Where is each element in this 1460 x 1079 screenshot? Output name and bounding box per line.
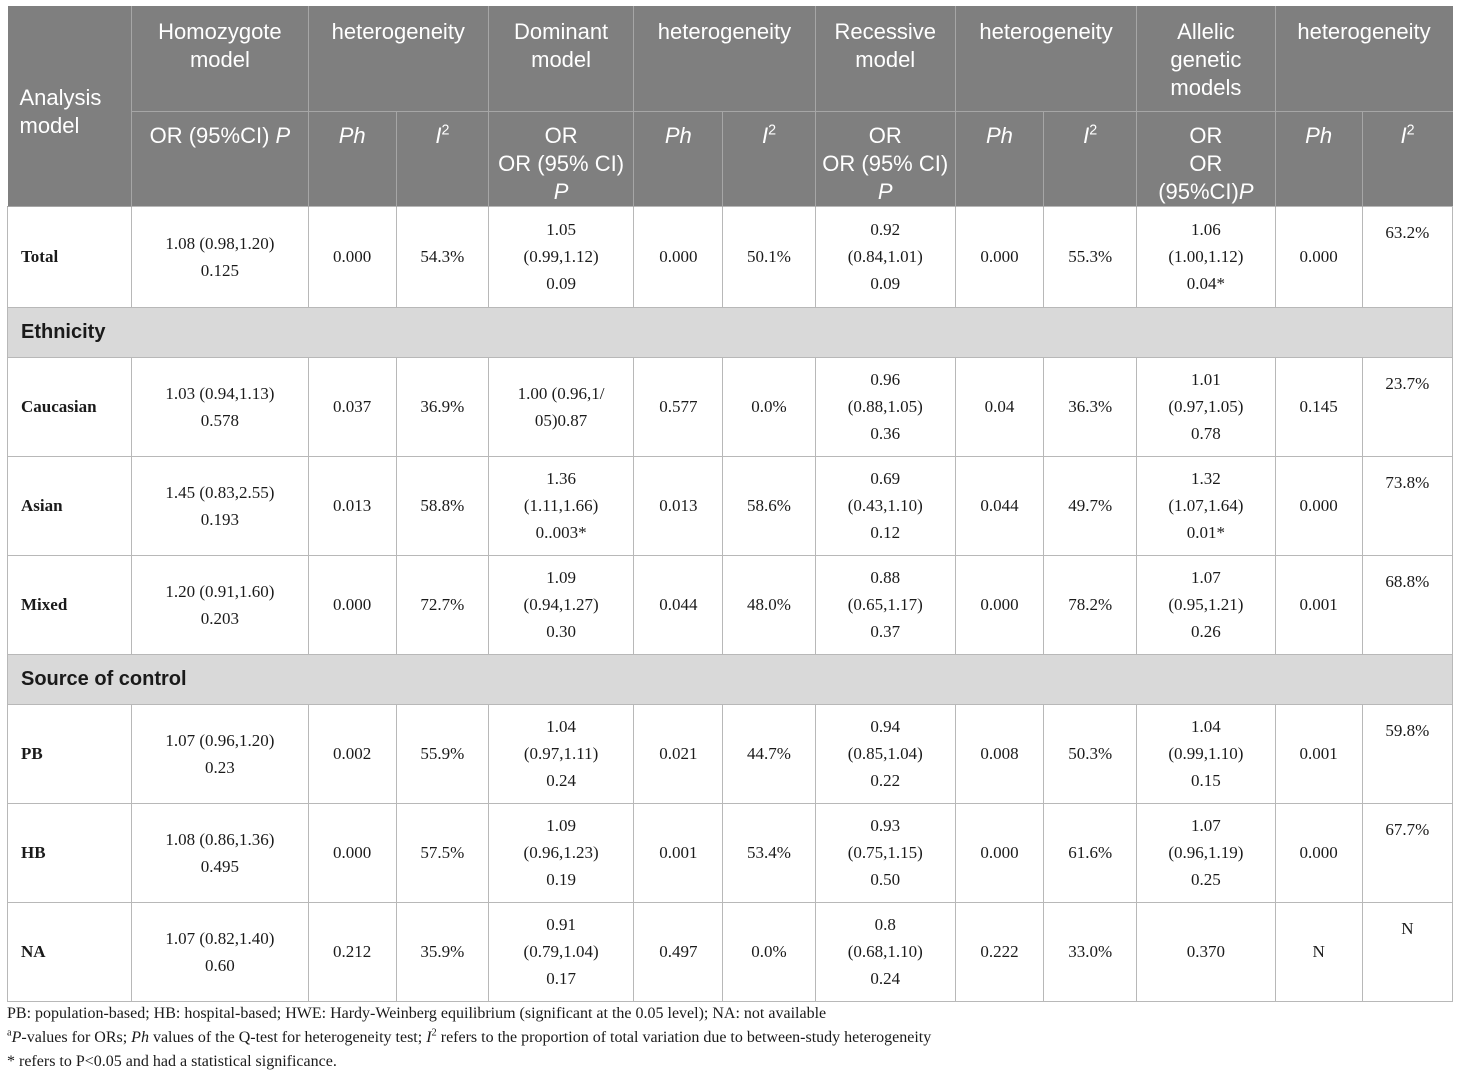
allelic-ph: 0.001 [1275,704,1362,803]
dominant-i2: 44.7% [723,704,815,803]
recessive-or-line: 0.12 [870,523,901,542]
allelic-or [1137,206,1275,307]
homozygote-or-line: 1.08 (0.98,1.20) [165,233,275,253]
homozygote-i2: 58.8% [396,456,488,555]
row-label: Total [8,206,132,307]
homozygote-or-line: 1.08 (0.86,1.36) [165,829,275,849]
recessive-i2: 50.3% [1044,704,1137,803]
dominant-or [488,456,633,555]
i2-header: $I^2$ [1362,111,1452,206]
table-footnotes [7,1002,1453,1074]
homozygote-or-line: 1.45 (0.83,2.55) [165,482,275,502]
dominant-i2: 48.0% [723,555,815,654]
table-row [8,902,1453,1001]
allelic-or-line: 1.01 [1191,370,1221,389]
recessive-i2: 61.6% [1044,803,1137,902]
analysis-model-header: Analysis model [8,6,132,206]
ph-header: Ph [1275,111,1362,206]
allelic-model-header: Allelic genetic models [1137,6,1275,111]
allelic-ph: 0.000 [1275,206,1362,307]
dominant-ph: 0.044 [634,555,723,654]
recessive-or-line: 0.69 [870,469,901,488]
homozygote-or-line: 1.03 (0.94,1.13) [165,383,275,403]
heterogeneity-header: heterogeneity [634,6,815,111]
row-label: NA [8,902,132,1001]
allelic-or-line: 1.32 [1191,469,1221,488]
homozygote-i2: 55.9% [396,704,488,803]
homozygote-model-header: Homozygote model [132,6,308,111]
allelic-or-line: 0.370 [1186,942,1225,961]
heterogeneity-header: heterogeneity [1275,6,1452,111]
allelic-ph: 0.001 [1275,555,1362,654]
recessive-or-line: 0.50 [870,870,901,889]
row-label: Mixed [8,555,132,654]
dominant-or-line: 1.04 [546,717,576,736]
group-label: Source of control [8,654,1453,704]
recessive-or [815,704,955,803]
allelic-or [1137,704,1275,803]
dominant-or-line: 0.19 [546,870,576,889]
recessive-i2: 33.0% [1044,902,1137,1001]
recessive-i2: 55.3% [1044,206,1137,307]
recessive-or-line: 0.93 [870,816,901,835]
homozygote-i2: 36.9% [396,357,488,456]
allelic-or-line: 0.25 [1191,870,1221,889]
dominant-or [488,357,633,456]
dominant-ph: 0.001 [634,803,723,902]
homozygote-or [132,555,308,654]
table-row [8,456,1453,555]
recessive-i2: 78.2% [1044,555,1137,654]
dominant-or-line: 05)0.87 [534,410,588,430]
allelic-ph: 0.145 [1275,357,1362,456]
recessive-or-line: 0.24 [870,969,901,988]
allelic-i2: 59.8% [1362,704,1452,803]
row-label: Asian [8,456,132,555]
ph-header: Ph [308,111,396,206]
row-label: Caucasian [8,357,132,456]
recessive-or-line: (0.88,1.05) [847,397,923,416]
recessive-or-line: 0.94 [870,717,901,736]
dominant-or-line: 1.09 [546,568,576,587]
results-table-container [7,6,1453,1002]
allelic-or [1137,456,1275,555]
homozygote-or-line: 1.07 (0.82,1.40) [165,928,275,948]
recessive-or-line: 0.8 [874,915,896,934]
recessive-or-line: 0.96 [870,370,901,389]
allelic-or [1137,357,1275,456]
dominant-or-line: 0.24 [546,771,576,790]
i2-header: $I^2$ [1044,111,1137,206]
recessive-or [815,206,955,307]
homozygote-i2: 54.3% [396,206,488,307]
allelic-ph: 0.000 [1275,456,1362,555]
recessive-or-line: (0.43,1.10) [847,496,923,515]
homozygote-or-line: 0.495 [200,856,240,876]
recessive-ph: 0.000 [955,803,1043,902]
dominant-or [488,803,633,902]
recessive-ph: 0.222 [955,902,1043,1001]
dominant-or-line: (0.96,1.23) [523,843,599,862]
dominant-ph: 0.497 [634,902,723,1001]
recessive-ph: 0.000 [955,555,1043,654]
or-ci-header: OR OR (95% CI) P [488,111,633,206]
homozygote-or-line: 0.23 [205,757,235,777]
row-label: PB [8,704,132,803]
heterogeneity-header: heterogeneity [308,6,488,111]
allelic-or-line: 1.04 [1191,717,1221,736]
group-header-row [8,654,1453,704]
dominant-or [488,206,633,307]
recessive-or-line: 0.22 [870,771,901,790]
homozygote-ph: 0.212 [308,902,396,1001]
allelic-or-line: (0.96,1.19) [1168,843,1244,862]
dominant-or-line: 1.36 [546,469,576,488]
dominant-or-line: 1.05 [546,220,576,239]
ph-header: Ph [634,111,723,206]
i2-header: $I^2$ [396,111,488,206]
homozygote-ph: 0.013 [308,456,396,555]
allelic-or-line: 1.07 [1191,568,1221,587]
allelic-i2: N [1362,902,1452,1001]
group-header-row [8,307,1453,357]
homozygote-ph: 0.000 [308,555,396,654]
recessive-model-header: Recessive model [815,6,955,111]
dominant-model-header: Dominant model [488,6,633,111]
dominant-or [488,902,633,1001]
homozygote-or [132,803,308,902]
recessive-or [815,357,955,456]
group-label: Ethnicity [8,307,1453,357]
dominant-or-line: (0.79,1.04) [523,942,599,961]
dominant-i2: 53.4% [723,803,815,902]
recessive-or-line: (0.75,1.15) [847,843,923,862]
recessive-or [815,555,955,654]
dominant-or-line: 1.00 (0.96,1/ [517,383,605,403]
allelic-or-line: (1.00,1.12) [1168,247,1244,266]
homozygote-or-line: 0.193 [200,509,240,529]
row-label: HB [8,803,132,902]
dominant-ph: 0.013 [634,456,723,555]
dominant-or-line: 0..003* [535,523,587,542]
allelic-i2: 68.8% [1362,555,1452,654]
dominant-or-line: (1.11,1.66) [523,496,599,515]
dominant-or-line: 0.17 [546,969,576,988]
allelic-or-line: 1.06 [1191,220,1221,239]
allelic-or-line: (1.07,1.64) [1168,496,1244,515]
homozygote-or [132,902,308,1001]
recessive-or-line: (0.68,1.10) [847,942,923,961]
allelic-or-line: 0.26 [1191,622,1221,641]
homozygote-or [132,704,308,803]
recessive-or-line: (0.84,1.01) [847,247,923,266]
allelic-or-line: 0.78 [1191,424,1221,443]
footnote-abbreviations: PB: population-based; HB: hospital-based; HWE: Hardy-Weinberg equilibrium (significant at the 0.05 level); NA: not available [7,1005,827,1022]
table-row [8,555,1453,654]
or-ci-header: OR (95%CI) P [132,111,308,206]
table-body [8,206,1453,1001]
table-row [8,357,1453,456]
homozygote-i2: 57.5% [396,803,488,902]
recessive-ph: 0.000 [955,206,1043,307]
allelic-ph: N [1275,902,1362,1001]
allelic-i2: 67.7% [1362,803,1452,902]
dominant-or-line: 0.09 [546,274,576,293]
table-header [8,6,1453,206]
recessive-ph: 0.04 [955,357,1043,456]
homozygote-or [132,357,308,456]
dominant-i2: 0.0% [723,357,815,456]
dominant-or-line: (0.99,1.12) [523,247,599,266]
or-ci-header: OR OR (95%CI)P [1137,111,1275,206]
table-row [8,206,1453,307]
recessive-or-line: 0.36 [870,424,901,443]
allelic-or-line: (0.95,1.21) [1168,595,1244,614]
recessive-or-line: (0.65,1.17) [847,595,923,614]
table-row [8,803,1453,902]
homozygote-or-line: 1.20 (0.91,1.60) [165,581,275,601]
heterogeneity-header: heterogeneity [955,6,1136,111]
allelic-i2: 63.2% [1362,206,1452,307]
dominant-i2: 58.6% [723,456,815,555]
homozygote-ph: 0.000 [308,803,396,902]
recessive-ph: 0.008 [955,704,1043,803]
homozygote-i2: 35.9% [396,902,488,1001]
recessive-or-line: (0.85,1.04) [847,744,923,763]
recessive-ph: 0.044 [955,456,1043,555]
recessive-or-line: 0.09 [870,274,901,293]
homozygote-or [132,206,308,307]
recessive-or-line: 0.92 [870,220,901,239]
ph-header: Ph [955,111,1043,206]
homozygote-i2: 72.7% [396,555,488,654]
homozygote-or-line: 0.203 [200,608,240,628]
homozygote-or-line: 1.07 (0.96,1.20) [165,730,275,750]
allelic-or [1137,555,1275,654]
allelic-or-line: (0.99,1.10) [1168,744,1244,763]
allelic-or-line: 0.04* [1186,274,1225,293]
homozygote-or-line: 0.125 [200,260,240,280]
recessive-or-line: 0.37 [870,622,901,641]
recessive-or [815,902,955,1001]
allelic-or [1137,902,1275,1001]
homozygote-or-line: 0.60 [205,955,235,975]
homozygote-or-line: 0.578 [200,410,240,430]
dominant-i2: 0.0% [723,902,815,1001]
dominant-or [488,704,633,803]
dominant-or-line: 1.09 [546,816,576,835]
dominant-or-line: (0.94,1.27) [523,595,599,614]
dominant-or-line: 0.30 [546,622,576,641]
footnote-definitions: $^a$P-values for ORs; Ph values of the Q-test for heterogeneity test; $I^2$ refers to the proportion of total variation due to between-study heterogeneity [7,1027,932,1046]
or-ci-header: OR OR (95% CI) P [815,111,955,206]
recessive-i2: 49.7% [1044,456,1137,555]
homozygote-ph: 0.002 [308,704,396,803]
footnote-significance: * refers to P<0.05 and had a statistical significance. [7,1053,337,1070]
recessive-or [815,456,955,555]
allelic-or-line: (0.97,1.05) [1168,397,1244,416]
recessive-or [815,803,955,902]
homozygote-or [132,456,308,555]
dominant-ph: 0.577 [634,357,723,456]
allelic-ph: 0.000 [1275,803,1362,902]
dominant-ph: 0.021 [634,704,723,803]
dominant-or-line: 0.91 [546,915,576,934]
homozygote-ph: 0.000 [308,206,396,307]
dominant-or-line: (0.97,1.11) [523,744,599,763]
table-row [8,704,1453,803]
allelic-or-line: 0.01* [1186,523,1225,542]
recessive-i2: 36.3% [1044,357,1137,456]
allelic-i2: 73.8% [1362,456,1452,555]
allelic-or-line: 1.07 [1191,816,1221,835]
homozygote-ph: 0.037 [308,357,396,456]
allelic-or [1137,803,1275,902]
dominant-i2: 50.1% [723,206,815,307]
allelic-i2: 23.7% [1362,357,1452,456]
i2-header: $I^2$ [723,111,815,206]
dominant-or [488,555,633,654]
recessive-or-line: 0.88 [870,568,901,587]
allelic-or-line: 0.15 [1191,771,1221,790]
dominant-ph: 0.000 [634,206,723,307]
meta-analysis-table [7,6,1453,1002]
